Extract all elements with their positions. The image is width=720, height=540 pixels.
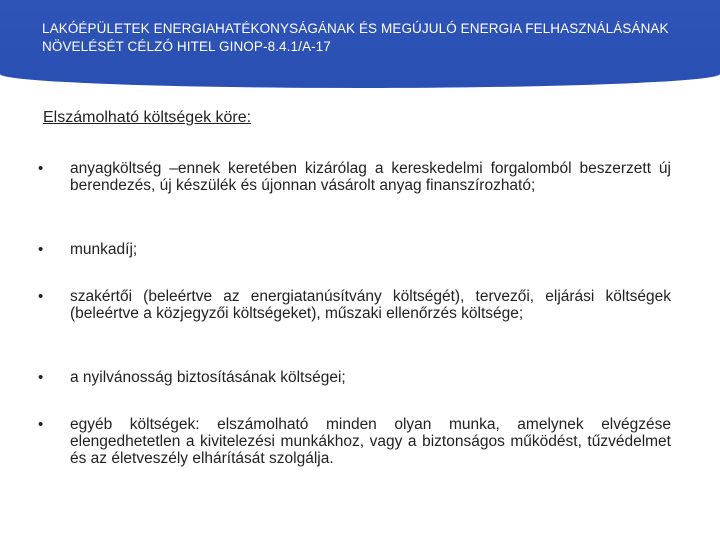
list-item-text: anyagköltség –ennek keretében kizárólag a kereskedelmi forgalomból beszerzett új berendezés, új készülék és újonnan vásárolt anyag finanszírozható; — [70, 160, 671, 194]
list-item-text: munkadíj; — [70, 241, 138, 258]
bullet-icon: • — [38, 369, 44, 386]
list-item-text: a nyilvánosság biztosításának költségei; — [70, 369, 346, 386]
bullet-icon: • — [38, 288, 44, 305]
section-heading: Elszámolható költségek köre: — [43, 109, 252, 126]
bullet-icon: • — [38, 241, 44, 258]
list-item-text: egyéb költségek: elszámolható minden olyan munka, amelynek elvégzése elengedhetetlen a kivitelezési munkákhoz, vagy a biztonságos működést, tűzvédelmet és az életveszély elhárítását szolgálja. — [70, 416, 671, 467]
bullet-icon: • — [38, 416, 44, 433]
bullet-icon: • — [38, 160, 44, 177]
slide-title: LAKÓÉPÜLETEK ENERGIAHATÉKONYSÁGÁNAK ÉS MEGÚJULÓ ENERGIA FELHASZNÁLÁSÁNAK NÖVELÉSÉT CÉLZÓ HITEL GINOP-8.4.1/A-17 — [42, 21, 669, 54]
list-item-text: szakértői (beleértve az energiatanúsítvány költségét), tervezői, eljárási költségek (beleértve a közjegyzői költségeket), műszaki ellenőrzés költsége; — [70, 288, 671, 322]
